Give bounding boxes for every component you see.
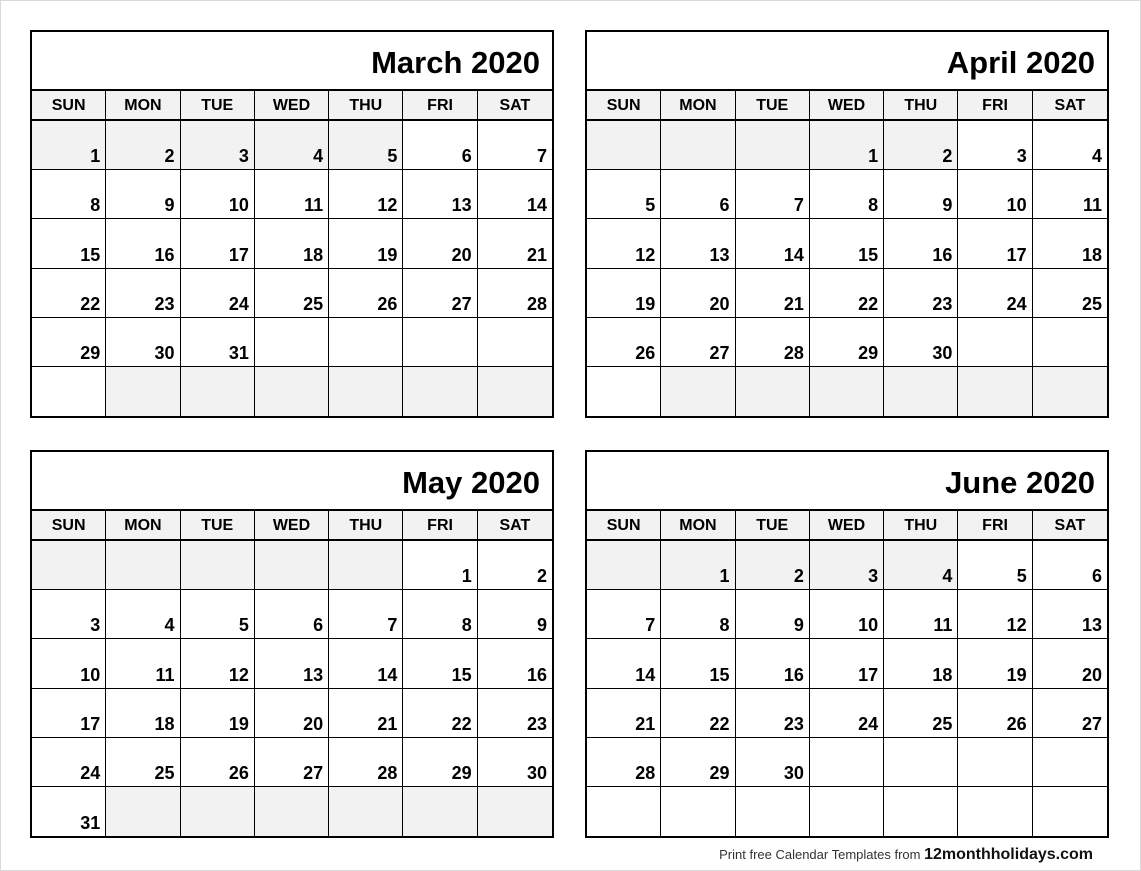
weekday-header-mon: MON bbox=[106, 511, 180, 541]
empty-day-cell bbox=[329, 541, 403, 590]
day-cell: 10 bbox=[810, 590, 884, 639]
empty-day-cell bbox=[255, 787, 329, 836]
day-cell: 26 bbox=[329, 269, 403, 318]
empty-day-cell bbox=[736, 121, 810, 170]
day-cell: 11 bbox=[1033, 170, 1107, 219]
weekday-header-thu: THU bbox=[329, 511, 403, 541]
empty-day-cell bbox=[661, 121, 735, 170]
weekday-header-thu: THU bbox=[884, 91, 958, 121]
weekday-header-mon: MON bbox=[106, 91, 180, 121]
day-cell: 18 bbox=[255, 219, 329, 268]
empty-day-cell bbox=[810, 367, 884, 416]
day-cell: 15 bbox=[32, 219, 106, 268]
empty-day-cell bbox=[106, 541, 180, 590]
day-cell: 5 bbox=[181, 590, 255, 639]
empty-day-cell bbox=[587, 541, 661, 590]
day-cell: 4 bbox=[106, 590, 180, 639]
day-cell: 12 bbox=[958, 590, 1032, 639]
weekday-header-sat: SAT bbox=[478, 511, 552, 541]
empty-day-cell bbox=[736, 367, 810, 416]
empty-day-cell bbox=[403, 318, 477, 367]
empty-day-cell bbox=[106, 367, 180, 416]
day-cell: 8 bbox=[32, 170, 106, 219]
day-cell: 22 bbox=[32, 269, 106, 318]
day-cell: 7 bbox=[329, 590, 403, 639]
weekday-header-tue: TUE bbox=[736, 91, 810, 121]
day-cell: 27 bbox=[255, 738, 329, 787]
empty-day-cell bbox=[587, 367, 661, 416]
day-cell: 15 bbox=[810, 219, 884, 268]
day-cell: 2 bbox=[478, 541, 552, 590]
empty-day-cell bbox=[1033, 367, 1107, 416]
day-cell: 24 bbox=[810, 689, 884, 738]
day-cell: 30 bbox=[106, 318, 180, 367]
calendar-march bbox=[30, 30, 554, 418]
day-cell: 11 bbox=[106, 639, 180, 688]
calendar-may bbox=[30, 450, 554, 838]
day-cell: 29 bbox=[661, 738, 735, 787]
day-cell: 22 bbox=[403, 689, 477, 738]
weekday-header-tue: TUE bbox=[736, 511, 810, 541]
empty-day-cell bbox=[958, 318, 1032, 367]
day-cell: 13 bbox=[403, 170, 477, 219]
day-cell: 16 bbox=[478, 639, 552, 688]
weekday-header-sat: SAT bbox=[478, 91, 552, 121]
empty-day-cell bbox=[661, 367, 735, 416]
weekday-header-tue: TUE bbox=[181, 511, 255, 541]
day-cell: 9 bbox=[106, 170, 180, 219]
day-cell: 22 bbox=[810, 269, 884, 318]
empty-day-cell bbox=[1033, 787, 1107, 836]
empty-day-cell bbox=[736, 787, 810, 836]
empty-day-cell bbox=[478, 318, 552, 367]
empty-day-cell bbox=[661, 787, 735, 836]
day-cell: 24 bbox=[181, 269, 255, 318]
day-cell: 8 bbox=[661, 590, 735, 639]
empty-day-cell bbox=[403, 787, 477, 836]
day-cell: 21 bbox=[736, 269, 810, 318]
day-cell: 20 bbox=[255, 689, 329, 738]
weekday-header-tue: TUE bbox=[181, 91, 255, 121]
weekday-header-sun: SUN bbox=[587, 511, 661, 541]
footer-site-link[interactable]: 12monthholidays.com bbox=[924, 846, 1093, 863]
weekday-header-mon: MON bbox=[661, 91, 735, 121]
empty-day-cell bbox=[587, 121, 661, 170]
day-cell: 16 bbox=[884, 219, 958, 268]
month-title: March 2020 bbox=[32, 32, 552, 91]
day-cell: 4 bbox=[884, 541, 958, 590]
day-cell: 17 bbox=[810, 639, 884, 688]
day-cell: 18 bbox=[1033, 219, 1107, 268]
day-cell: 1 bbox=[661, 541, 735, 590]
empty-day-cell bbox=[181, 787, 255, 836]
day-cell: 22 bbox=[661, 689, 735, 738]
empty-day-cell bbox=[1033, 738, 1107, 787]
empty-day-cell bbox=[255, 367, 329, 416]
day-cell: 27 bbox=[403, 269, 477, 318]
weekday-header-sun: SUN bbox=[32, 91, 106, 121]
day-cell: 14 bbox=[587, 639, 661, 688]
day-cell: 17 bbox=[32, 689, 106, 738]
day-cell: 30 bbox=[884, 318, 958, 367]
weekday-header-sun: SUN bbox=[32, 511, 106, 541]
day-cell: 31 bbox=[32, 787, 106, 836]
day-cell: 3 bbox=[181, 121, 255, 170]
day-cell: 18 bbox=[884, 639, 958, 688]
day-cell: 16 bbox=[106, 219, 180, 268]
empty-day-cell bbox=[587, 787, 661, 836]
empty-day-cell bbox=[329, 318, 403, 367]
day-cell: 14 bbox=[736, 219, 810, 268]
day-cell: 25 bbox=[255, 269, 329, 318]
day-cell: 8 bbox=[403, 590, 477, 639]
day-cell: 1 bbox=[810, 121, 884, 170]
day-cell: 4 bbox=[1033, 121, 1107, 170]
empty-day-cell bbox=[403, 367, 477, 416]
month-title: April 2020 bbox=[587, 32, 1107, 91]
day-cell: 14 bbox=[478, 170, 552, 219]
weekday-header-wed: WED bbox=[810, 511, 884, 541]
day-cell: 2 bbox=[736, 541, 810, 590]
day-cell: 13 bbox=[255, 639, 329, 688]
weekday-header-wed: WED bbox=[255, 91, 329, 121]
day-cell: 14 bbox=[329, 639, 403, 688]
day-cell: 6 bbox=[255, 590, 329, 639]
day-cell: 13 bbox=[661, 219, 735, 268]
weekday-header-thu: THU bbox=[884, 511, 958, 541]
day-cell: 9 bbox=[884, 170, 958, 219]
day-cell: 4 bbox=[255, 121, 329, 170]
day-cell: 10 bbox=[32, 639, 106, 688]
empty-day-cell bbox=[478, 367, 552, 416]
month-grid bbox=[587, 91, 1107, 416]
day-cell: 29 bbox=[810, 318, 884, 367]
day-cell: 19 bbox=[958, 639, 1032, 688]
day-cell: 1 bbox=[32, 121, 106, 170]
weekday-header-wed: WED bbox=[810, 91, 884, 121]
day-cell: 28 bbox=[736, 318, 810, 367]
day-cell: 6 bbox=[403, 121, 477, 170]
day-cell: 6 bbox=[1033, 541, 1107, 590]
day-cell: 12 bbox=[329, 170, 403, 219]
day-cell: 23 bbox=[736, 689, 810, 738]
day-cell: 15 bbox=[661, 639, 735, 688]
day-cell: 24 bbox=[958, 269, 1032, 318]
empty-day-cell bbox=[478, 787, 552, 836]
month-grid bbox=[32, 511, 552, 836]
day-cell: 3 bbox=[958, 121, 1032, 170]
empty-day-cell bbox=[958, 738, 1032, 787]
day-cell: 2 bbox=[884, 121, 958, 170]
month-title: June 2020 bbox=[587, 452, 1107, 511]
day-cell: 28 bbox=[587, 738, 661, 787]
weekday-header-thu: THU bbox=[329, 91, 403, 121]
day-cell: 10 bbox=[181, 170, 255, 219]
day-cell: 20 bbox=[403, 219, 477, 268]
day-cell: 20 bbox=[661, 269, 735, 318]
weekday-header-sat: SAT bbox=[1033, 511, 1107, 541]
empty-day-cell bbox=[329, 787, 403, 836]
empty-day-cell bbox=[255, 318, 329, 367]
day-cell: 11 bbox=[255, 170, 329, 219]
empty-day-cell bbox=[884, 787, 958, 836]
day-cell: 1 bbox=[403, 541, 477, 590]
day-cell: 24 bbox=[32, 738, 106, 787]
weekday-header-wed: WED bbox=[255, 511, 329, 541]
month-grid bbox=[32, 91, 552, 416]
day-cell: 28 bbox=[329, 738, 403, 787]
empty-day-cell bbox=[32, 541, 106, 590]
day-cell: 3 bbox=[32, 590, 106, 639]
day-cell: 19 bbox=[587, 269, 661, 318]
day-cell: 9 bbox=[478, 590, 552, 639]
day-cell: 26 bbox=[587, 318, 661, 367]
empty-day-cell bbox=[32, 367, 106, 416]
day-cell: 11 bbox=[884, 590, 958, 639]
day-cell: 25 bbox=[106, 738, 180, 787]
day-cell: 23 bbox=[478, 689, 552, 738]
empty-day-cell bbox=[1033, 318, 1107, 367]
day-cell: 26 bbox=[181, 738, 255, 787]
day-cell: 7 bbox=[478, 121, 552, 170]
footer-text: Print free Calendar Templates from bbox=[719, 847, 925, 862]
day-cell: 10 bbox=[958, 170, 1032, 219]
day-cell: 7 bbox=[736, 170, 810, 219]
day-cell: 21 bbox=[329, 689, 403, 738]
day-cell: 15 bbox=[403, 639, 477, 688]
day-cell: 19 bbox=[329, 219, 403, 268]
day-cell: 25 bbox=[1033, 269, 1107, 318]
day-cell: 3 bbox=[810, 541, 884, 590]
empty-day-cell bbox=[106, 787, 180, 836]
month-title: May 2020 bbox=[32, 452, 552, 511]
day-cell: 12 bbox=[587, 219, 661, 268]
empty-day-cell bbox=[810, 738, 884, 787]
day-cell: 17 bbox=[181, 219, 255, 268]
weekday-header-fri: FRI bbox=[403, 511, 477, 541]
empty-day-cell bbox=[958, 787, 1032, 836]
empty-day-cell bbox=[884, 367, 958, 416]
day-cell: 8 bbox=[810, 170, 884, 219]
calendar-april bbox=[585, 30, 1109, 418]
day-cell: 20 bbox=[1033, 639, 1107, 688]
weekday-header-sun: SUN bbox=[587, 91, 661, 121]
empty-day-cell bbox=[255, 541, 329, 590]
weekday-header-fri: FRI bbox=[958, 91, 1032, 121]
day-cell: 19 bbox=[181, 689, 255, 738]
day-cell: 16 bbox=[736, 639, 810, 688]
day-cell: 2 bbox=[106, 121, 180, 170]
empty-day-cell bbox=[181, 367, 255, 416]
day-cell: 23 bbox=[106, 269, 180, 318]
day-cell: 5 bbox=[587, 170, 661, 219]
day-cell: 29 bbox=[32, 318, 106, 367]
day-cell: 12 bbox=[181, 639, 255, 688]
day-cell: 13 bbox=[1033, 590, 1107, 639]
day-cell: 31 bbox=[181, 318, 255, 367]
calendar-june bbox=[585, 450, 1109, 838]
empty-day-cell bbox=[181, 541, 255, 590]
day-cell: 28 bbox=[478, 269, 552, 318]
empty-day-cell bbox=[884, 738, 958, 787]
day-cell: 5 bbox=[958, 541, 1032, 590]
day-cell: 27 bbox=[1033, 689, 1107, 738]
day-cell: 21 bbox=[587, 689, 661, 738]
empty-day-cell bbox=[810, 787, 884, 836]
empty-day-cell bbox=[958, 367, 1032, 416]
day-cell: 17 bbox=[958, 219, 1032, 268]
day-cell: 9 bbox=[736, 590, 810, 639]
day-cell: 5 bbox=[329, 121, 403, 170]
weekday-header-mon: MON bbox=[661, 511, 735, 541]
day-cell: 30 bbox=[478, 738, 552, 787]
day-cell: 30 bbox=[736, 738, 810, 787]
day-cell: 21 bbox=[478, 219, 552, 268]
day-cell: 7 bbox=[587, 590, 661, 639]
day-cell: 29 bbox=[403, 738, 477, 787]
day-cell: 18 bbox=[106, 689, 180, 738]
empty-day-cell bbox=[329, 367, 403, 416]
weekday-header-sat: SAT bbox=[1033, 91, 1107, 121]
day-cell: 25 bbox=[884, 689, 958, 738]
day-cell: 26 bbox=[958, 689, 1032, 738]
day-cell: 27 bbox=[661, 318, 735, 367]
weekday-header-fri: FRI bbox=[403, 91, 477, 121]
month-grid bbox=[587, 511, 1107, 836]
footer-credit bbox=[719, 846, 1093, 864]
day-cell: 6 bbox=[661, 170, 735, 219]
weekday-header-fri: FRI bbox=[958, 511, 1032, 541]
day-cell: 23 bbox=[884, 269, 958, 318]
